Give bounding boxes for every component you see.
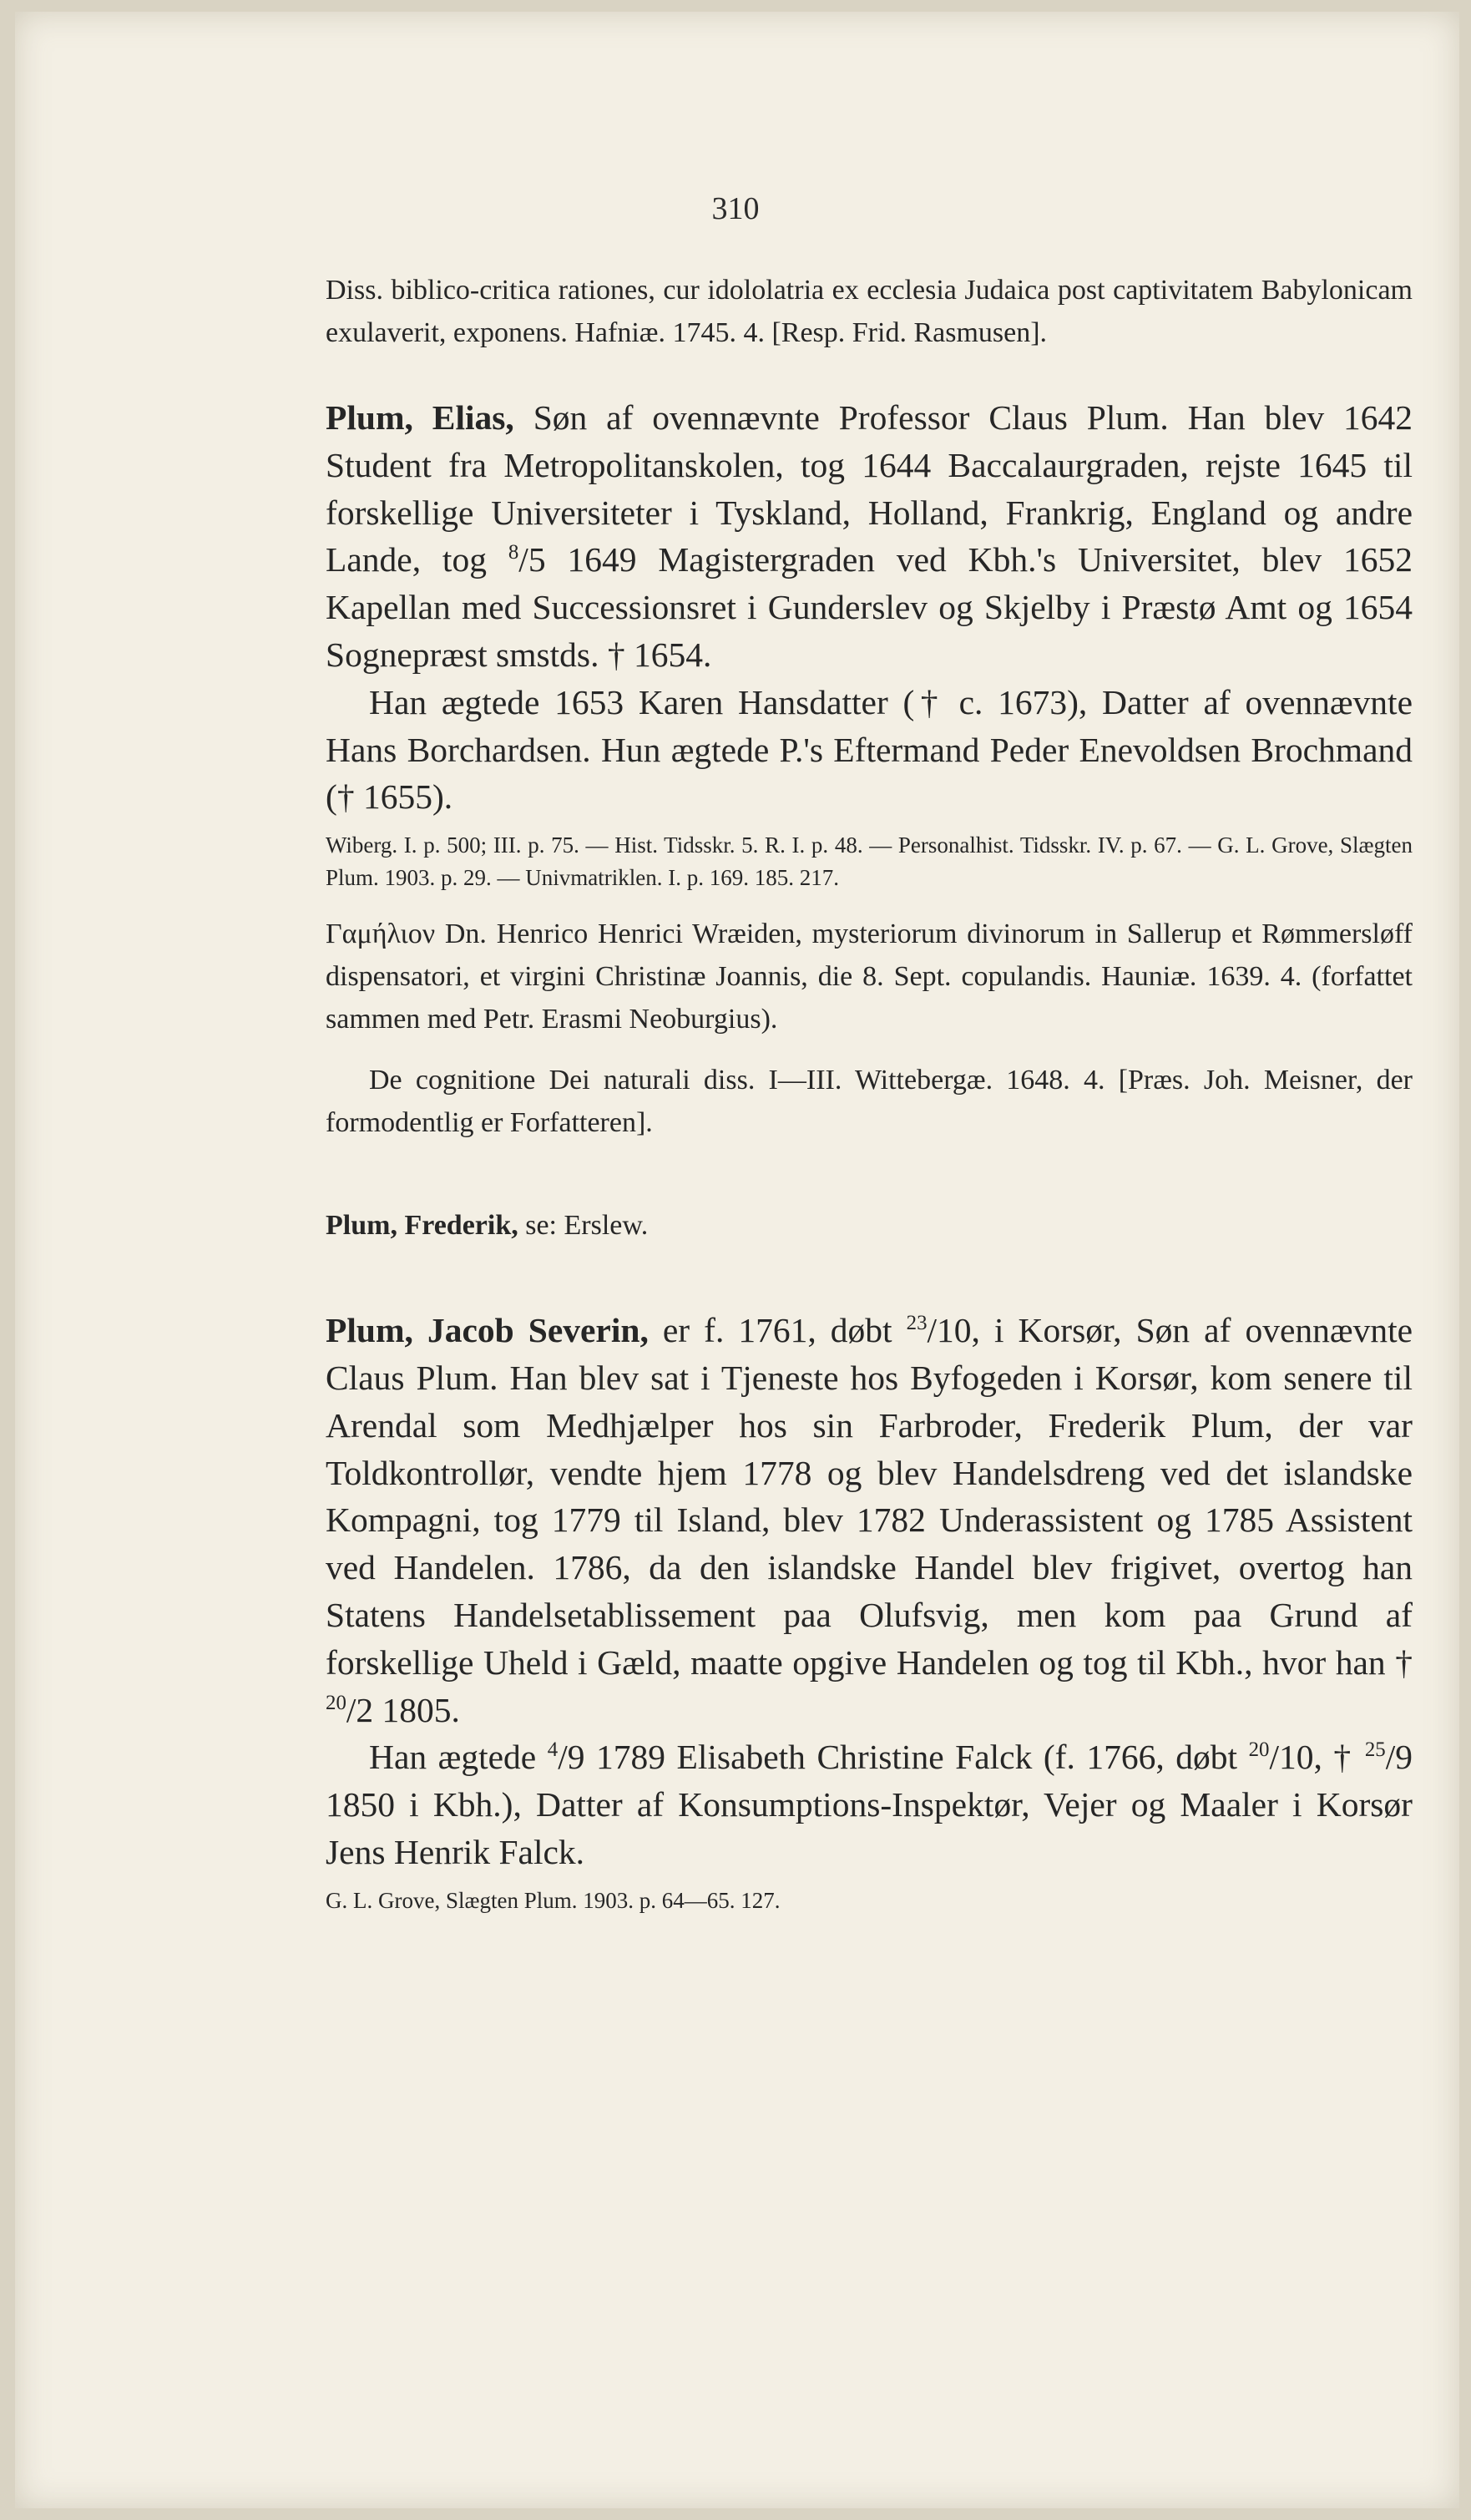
entry-jacob-references: G. L. Grove, Slægten Plum. 1903. p. 64—65. 127. [326,1887,781,1913]
entry-name: Plum, Jacob Severin, [326,1311,649,1350]
entry-name: Plum, Elias, [326,398,514,437]
entry-name: Plum, Frederik, [326,1210,518,1242]
entry-elias-bio: Plum, Elias, Søn af ovennævnte Professor Claus Plum. Han blev 1642 Student fra Metropolitanskolen, tog 1644 Baccalaurgraden, rejste 1645 til forskellige Universiteter i Tyskland, Holland, Frankrig, England og andre Lande, tog $^8$/5 1649 Magistergraden ved Kbh.'s Universitet, blev 1652 Kapellan med Successionsret i Gunderslev og Skjelby i Præstø Amt og 1654 Sognepræst smstds. † 1654. [326,398,1413,674]
entry-elias-work-1: Γαμήλιον Dn. Henrico Henrici Wræiden, mysteriorum divinorum in Sallerup et Rømmersløff dispensatori, et virgini Christinæ Joannis, die 8. Sept. copulandis. Hauniæ. 1639. 4. (forfattet sammen med Petr. Erasmi Neoburgius). [326,918,1413,1035]
entry-elias-work-2: De cognitione Dei naturali diss. I—III. Wittebergæ. 1648. 4. [Præs. Joh. Meisner, der formodentlig er Forfatteren]. [326,1065,1413,1139]
entry-elias-references: Wiberg. I. p. 500; III. p. 75. — Hist. Tidsskr. 5. R. I. p. 48. — Personalhist. Tidsskr. IV. p. 67. — G. L. Grove, Slægten Plum. 1903. p. 29. — Univmatriklen. I. p. 169. 185. 217. [326,832,1413,891]
entry-frederik: Plum, Frederik, se: Erslew. [326,1210,649,1242]
entry-jacob-marriage: Han ægtede $^4$/9 1789 Elisabeth Christine Falck (f. 1766, døbt $^{20}$/10, † $^{25}$/9 1850 i Kbh.), Datter af Konsumptions-Inspektør, Vejer og Maaler i Korsør Jens Henrik Falck. [326,1738,1413,1871]
text-column [326,269,1413,1917]
work-entry-diss: Diss. biblico-critica rationes, cur idololatria ex ecclesia Judaica post captivitatem Babylonicam exulaverit, exponens. Hafniæ. 1745. 4. [Resp. Frid. Rasmusen]. [326,275,1413,348]
entry-jacob-bio: Plum, Jacob Severin, er f. 1761, døbt $^{23}$/10, i Korsør, Søn af ovennævnte Claus Plum. Han blev sat i Tjeneste hos Byfogeden i Korsør, kom senere til Arendal som Medhjælper hos sin Farbroder, Frederik Plum, der var Toldkontrollør, vendte hjem 1778 og blev Handelsdreng ved det islandske Kompagni, tog 1779 til Island, blev 1782 Underassistent og 1785 Assistent ved Handelen. 1786, da den islandske Handel blev frigivet, overtog han Statens Handelsetablissement paa Olufsvig, men kom paa Grund af forskellige Uheld i Gæld, maatte opgive Handelen og tog til Kbh., hvor han † $^{20}$/2 1805. [326,1311,1413,1729]
page-number: 310 [711,191,760,226]
entry-elias-marriage: Han ægtede 1653 Karen Hansdatter († c. 1673), Datter af ovennævnte Hans Borchardsen. Hun ægtede P.'s Eftermand Peder Enevoldsen Brochmand († 1655). [326,682,1413,817]
